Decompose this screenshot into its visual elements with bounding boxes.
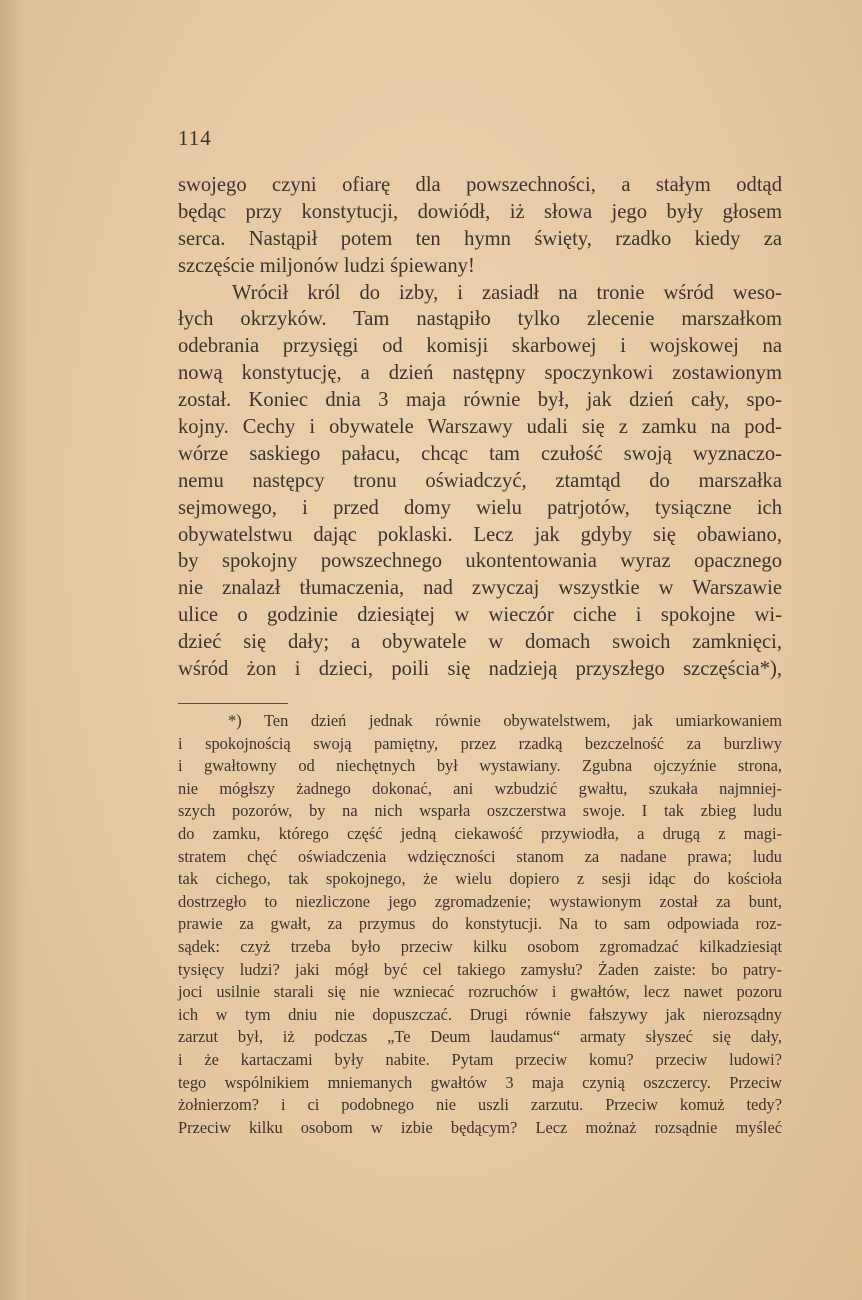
- text-line: będąc przy konstytucji, dowiódł, iż słowa jego były głosem: [178, 200, 782, 223]
- text-line: odebrania przysięgi od komisji skarbowej i wojskowej na: [178, 335, 782, 358]
- footnote-line: tak cichego, tak spokojnego, że wielu dopiero z sesji idąc do kościoła: [178, 869, 782, 889]
- page-number: 114: [178, 126, 212, 150]
- footnote-line: i że kartaczami były nabite. Pytam przeciw komu? przeciw ludowi?: [178, 1049, 782, 1069]
- text-line: kojny. Cechy i obywatele Warszawy udali się z zamku na pod-: [178, 416, 782, 439]
- footnote-line: prawie za gwałt, za przymus do konstytucji. Na to sam odpowiada roz-: [178, 914, 782, 934]
- footnote-line: stratem chęć oświadczenia wdzięczności stanom za nadane prawa; ludu: [178, 846, 782, 866]
- footnote-line: do zamku, którego część jedną ciekawość przywiodła, a drugą z magi-: [178, 823, 782, 843]
- footnote-line: szych pozorów, by na nich wsparła oszczerstwa swoje. I tak zbieg ludu: [178, 801, 782, 821]
- footnote-line: tysięcy ludzi? jaki mógł być cel takiego zamysłu? Żaden zaiste: bo patry-: [178, 959, 782, 979]
- text-line: sejmowego, i przed domy wielu patrjotów, tysiączne ich: [178, 496, 782, 519]
- text-line: serca. Nastąpił potem ten hymn święty, rzadko kiedy za: [178, 227, 782, 250]
- footnote-separator: [178, 703, 288, 704]
- text-line: ulice o godzinie dziesiątej w wieczór ciche i spokojne wi-: [178, 604, 782, 627]
- text-line: został. Koniec dnia 3 maja równie był, jak dzień cały, spo-: [178, 389, 782, 412]
- footnote-line: sądek: czyż trzeba było przeciw kilku osobom zgromadzać kilkadziesiąt: [178, 936, 782, 956]
- footnote-line: dostrzegło to niezliczone jego zgromadzenie; wystawionym został za bunt,: [178, 891, 782, 911]
- main-text: [178, 172, 782, 683]
- text-line: nową konstytucję, a dzień następny spoczynkowi zostawionym: [178, 362, 782, 385]
- text-line: Wrócił król do izby, i zasiadł na tronie wśród weso-: [232, 281, 782, 304]
- footnote: [178, 710, 782, 1139]
- footnote-line: i gwałtowny od niechętnych był wystawiany. Zgubna ojczyźnie strona,: [178, 756, 782, 776]
- text-line: szczęście miljonów ludzi śpiewany!: [178, 254, 475, 277]
- footnote-line: tego wspólnikiem mniemanych gwałtów 3 maja czynią oszczercy. Przeciw: [178, 1072, 782, 1092]
- footnote-line: i spokojnością swoją pamiętny, przez rzadką bezczelność za burzliwy: [178, 733, 782, 753]
- text-line: wórze saskiego pałacu, chcąc tam czułość swoją wyznaczo-: [178, 442, 782, 465]
- text-line: nie znalazł tłumaczenia, nad zwyczaj wszystkie w Warszawie: [178, 577, 782, 600]
- text-line: swojego czyni ofiarę dla powszechności, a stałym odtąd: [178, 174, 782, 196]
- footnote-line: joci usilnie starali się nie wzniecać rozruchów i gwałtów, lecz nawet pozoru: [178, 982, 782, 1002]
- text-line: obywatelstwu dając poklaski. Lecz jak gdyby się obawiano,: [178, 523, 782, 546]
- text-line: wśród żon i dzieci, poili się nadzieją przyszłego szczęścia*),: [178, 658, 782, 681]
- footnote-line: zarzut był, iż podczas „Te Deum laudamus“ armaty słyszeć się dały,: [178, 1027, 782, 1047]
- text-line: łych okrzyków. Tam nastąpiło tylko zlecenie marszałkom: [178, 308, 782, 331]
- footnote-line: żołnierzom? i ci podobnego nie uszli zarzutu. Przeciw komuż tedy?: [178, 1095, 782, 1115]
- text-line: nemu następcy tronu oświadczyć, ztamtąd do marszałka: [178, 469, 782, 492]
- footnote-line: Przeciw kilku osobom w izbie będącym? Lecz możnaż rozsądnie myśleć: [178, 1117, 782, 1137]
- page-binding-edge: [0, 0, 26, 1300]
- text-line: dzieć się dały; a obywatele w domach swoich zamknięci,: [178, 631, 782, 654]
- footnote-line: ich w tym dniu nie dopuszczać. Drugi równie fałszywy jak nierozsądny: [178, 1004, 782, 1024]
- footnote-line: *) Ten dzień jednak równie obywatelstwem, jak umiarkowaniem: [228, 711, 782, 730]
- text-line: by spokojny powszechnego ukontentowania wyraz opacznego: [178, 550, 782, 573]
- footnote-line: nie mógłszy żadnego dokonać, ani wzbudzić gwałtu, szukała najmniej-: [178, 778, 782, 798]
